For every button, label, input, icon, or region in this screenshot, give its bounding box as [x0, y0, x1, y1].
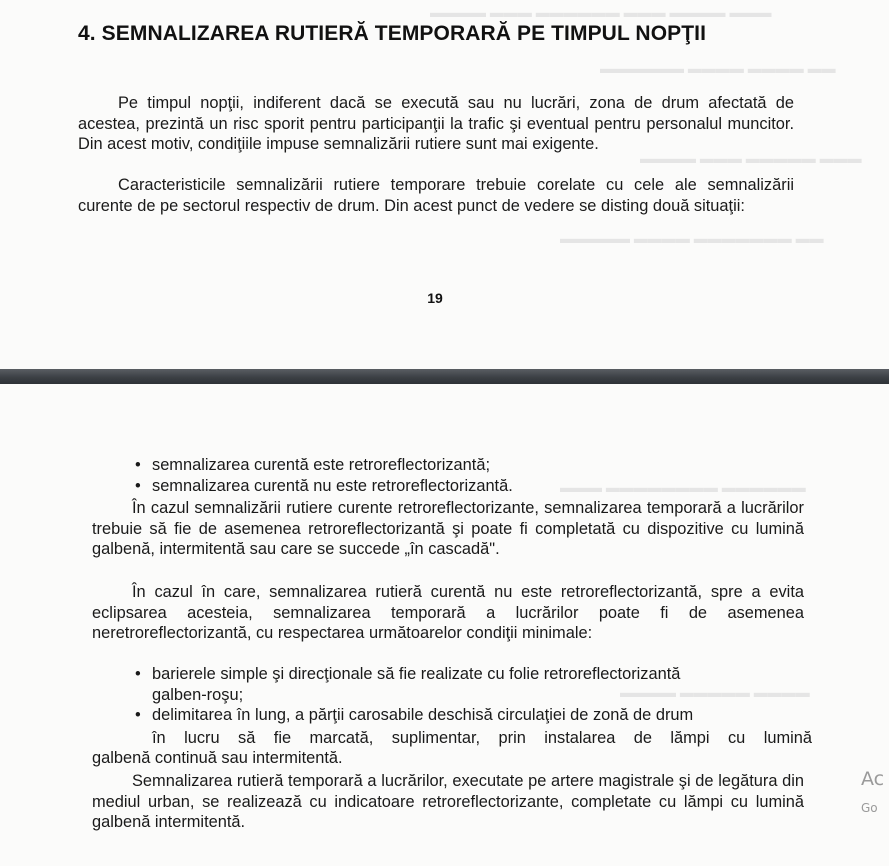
list-item-continuation: galbenă continuă sau intermitentă.	[92, 749, 343, 767]
activation-watermark: Ac	[861, 768, 885, 790]
page-number: 19	[427, 290, 443, 306]
bleed-through-text: ▬▬▬▬ ▬▬▬ ▬▬▬▬▬▬ ▬▬▬ ▬▬▬▬ ▬▬▬	[430, 4, 772, 20]
paragraph: Semnalizarea rutieră temporară a lucrărilor, executate pe artere magistrale şi de legătura din mediul urban, se realizează cu indicatoare retroreflectorizante, completate cu lămpi cu lumină galbenă intermitentă.	[92, 772, 804, 831]
bleed-through-text: ▬▬▬▬ ▬▬▬ ▬▬▬▬▬ ▬▬▬	[640, 150, 862, 166]
list-item-text: delimitarea în lung, a părţii carosabile deschisă circulaţiei de zonă de drum	[152, 706, 694, 724]
bleed-through-text: ▬▬▬▬▬▬ ▬▬▬▬ ▬▬▬▬ ▬▬	[600, 60, 836, 76]
bleed-through-text: ▬▬▬ ▬▬▬▬▬▬▬▬ ▬▬▬▬▬▬	[560, 479, 806, 495]
bullet-icon: •	[135, 706, 141, 724]
document-page-19	[0, 0, 889, 369]
paragraph: În cazul în care, semnalizarea rutieră curentă nu este retroreflectorizantă, spre a evita eclipsarea acesteia, semnalizarea temporară a lucrărilor poate fi de asemenea neretroreflectorizantă, cu respectarea următoarelor condiţii minimale:	[92, 583, 804, 642]
bullet-list	[135, 664, 815, 726]
document-page-20	[0, 384, 889, 866]
activation-watermark-subtext: Go	[861, 801, 878, 815]
bullet-icon: •	[135, 665, 141, 683]
list-item	[135, 455, 775, 476]
bullet-icon: •	[135, 456, 141, 474]
paragraph: În cazul semnalizării rutiere curente retroreflectorizante, semnalizarea temporară a lucrărilor trebuie să fie de asemenea retroreflectorizantă şi poate fi completată cu dispozitive cu lumină galbenă, intermitentă sau care se succede „în cascadă".	[92, 499, 804, 558]
page-separator	[0, 369, 889, 384]
list-item-continuation: în lucru să fie marcată, suplimentar, prin instalarea de lămpi cu lumină	[152, 729, 812, 747]
bleed-through-text: ▬▬▬▬▬ ▬▬▬▬ ▬▬▬▬▬▬▬ ▬▬	[560, 230, 824, 246]
bullet-list	[135, 455, 775, 496]
list-item-text: barierele simple şi direcţionale să fie realizate cu folie retroreflectorizantă	[152, 665, 681, 683]
bleed-through-text: ▬▬▬▬ ▬▬▬▬▬ ▬▬▬▬	[620, 684, 810, 700]
list-item-continuation: galben-roşu;	[152, 685, 244, 704]
list-item	[135, 664, 815, 685]
paragraph: Caracteristicile semnalizării rutiere temporare trebuie corelate cu cele ale semnalizării curente de pe sectorul respectiv de drum. Din acest punct de vedere se disting două situaţii:	[78, 176, 794, 215]
list-item-text: semnalizarea curentă nu este retroreflectorizantă.	[152, 476, 513, 495]
bullet-icon: •	[135, 476, 141, 495]
paragraph: Pe timpul nopţii, indiferent dacă se execută sau nu lucrări, zona de drum afectată de acestea, prezintă un risc sporit pentru participanţii la trafic şi eventual pentru personalul muncitor. Din acest motiv, condiţiile impuse semnalizării rutiere sunt mai exigente.	[78, 94, 794, 153]
section-heading: 4. SEMNALIZAREA RUTIERĂ TEMPORARĂ PE TIMPUL NOPŢII	[78, 22, 707, 45]
list-item	[135, 476, 775, 497]
list-item-text: semnalizarea curentă este retroreflectorizantă;	[152, 456, 490, 474]
list-item	[135, 705, 815, 726]
